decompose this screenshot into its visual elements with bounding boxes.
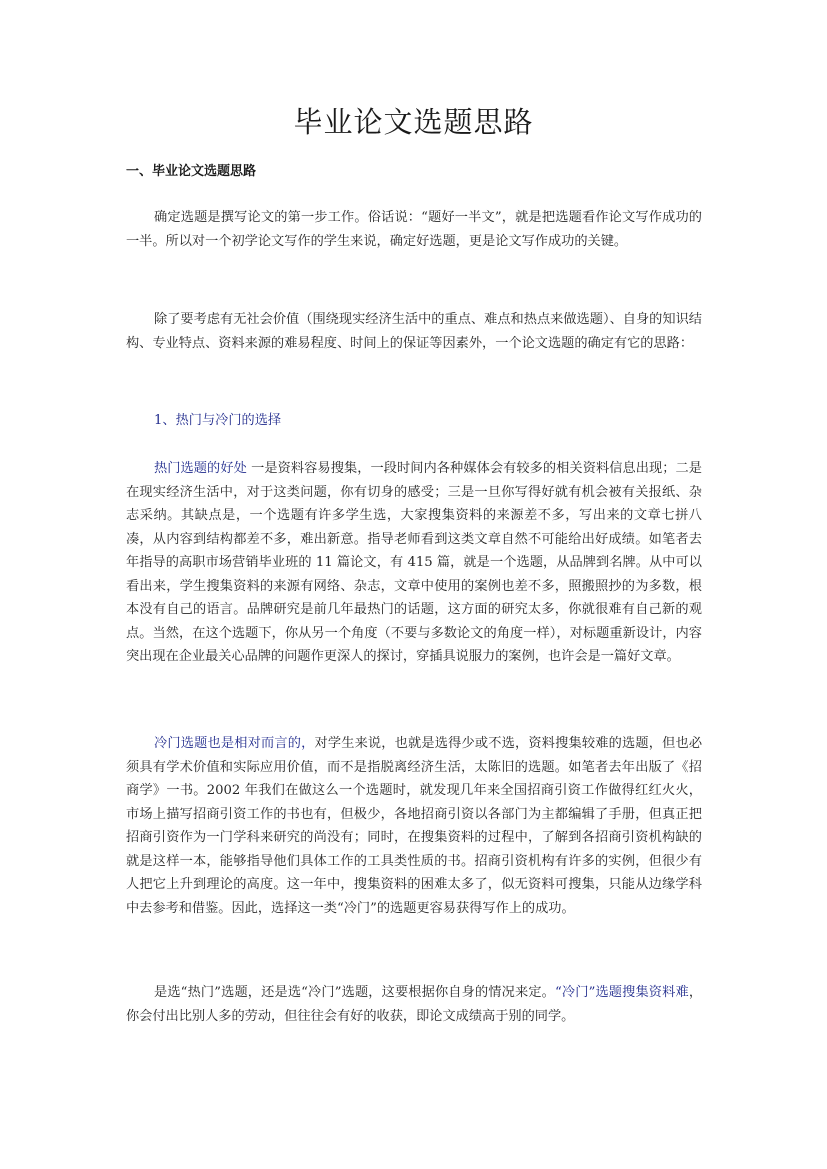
paragraph-considerations: 除了要考虑有无社会价值（围绕现实经济生活中的重点、难点和热点来做选题）、自身的知识结构、专业特点、资料来源的难易程度、时间上的保证等因素外，一个论文选题的确定有它的思路： — [126, 312, 702, 351]
document-title: 毕业论文选题思路 — [293, 105, 534, 139]
choice-end: ，你会付出比别人多的劳动，但往往会有好的收获，即论文成绩高于别的同学。 — [126, 985, 703, 1024]
subheading-hot-cold: 1、热门与冷门的选择 — [154, 413, 282, 428]
paragraph-choice — [126, 981, 702, 1028]
choice-highlight: “冷门”选题搜集资料难 — [555, 985, 689, 1000]
choice-start: 是选“热门”选题，还是选“冷门”选题，这要根据你自身的情况来定。 — [154, 985, 555, 1000]
cold-topic-lead: 冷门选题也是相对而言的， — [154, 736, 315, 751]
section-heading: 一、毕业论文选题思路 — [126, 164, 257, 179]
hot-topic-lead: 热门选题的好处 — [154, 461, 247, 476]
paragraph-hot-topics — [126, 457, 702, 669]
paragraph-cold-topics — [126, 732, 702, 920]
hot-topic-body: 一是资料容易搜集，一段时间内各种媒体会有较多的相关资料信息出现；二是在现实经济生活中，对于这类问题，你有切身的感受；三是一旦你写得好就有机会被有关报纸、杂志采纳。其缺点是，一个选题有许多学生选，大家搜集资料的来源差不多，写出来的文章七拼八凑，从内容到结构都差不多，难出新意。指导老师看到这类文章自然不可能给出好成绩。如笔者去年指导的高职市场营销毕业班的 11 篇论文，有 415 篇，就是一个选题，从品牌到名牌。从中可以看出来，学生搜集资料的来源有网络、杂志，文章中使用的案例也差不多，照搬照抄的为多数，根本没有自己的语言。品牌研究是前几年最热门的话题，这方面的研究太多，你就很难有自己新的观点。当然，在这个选题下，你从另一个角度（不要与多数论文的角度一样），对标题重新设计，内容突出现在企业最关心品牌的问题作更深人的探讨，穿插具说服力的案例，也许会是一篇好文章。 — [126, 461, 702, 664]
cold-topic-body: 对学生来说，也就是选得少或不选，资料搜集较难的选题，但也必须具有学术价值和实际应用价值，而不是指脱离经济生活，太陈旧的选题。如笔者去年出版了《招商学》一书。2002 年我们在做这么一个选题时，就发现几年来全国招商引资工作做得红红火火，市场上描写招商引资工作的书也有，但极少，各地招商引资以各部门为主都编辑了手册，但真正把招商引资作为一门学科来研究的尚没有；同时，在搜集资料的过程中，了解到各招商引资机构缺的就是这样一本，能够指导他们具体工作的工具类性质的书。招商引资机构有许多的实例，但很少有人把它上升到理论的高度。这一年中，搜集资料的困难太多了，似无资料可搜集，只能从边缘学科中去参考和借鉴。因此，选择这一类“冷门”的选题更容易获得写作上的成功。 — [126, 736, 703, 916]
paragraph-intro: 确定选题是撰写论文的第一步工作。俗话说：“题好一半文”，就是把选题看作论文写作成功的一半。所以对一个初学论文写作的学生来说，确定好选题，更是论文写作成功的关键。 — [126, 210, 702, 249]
